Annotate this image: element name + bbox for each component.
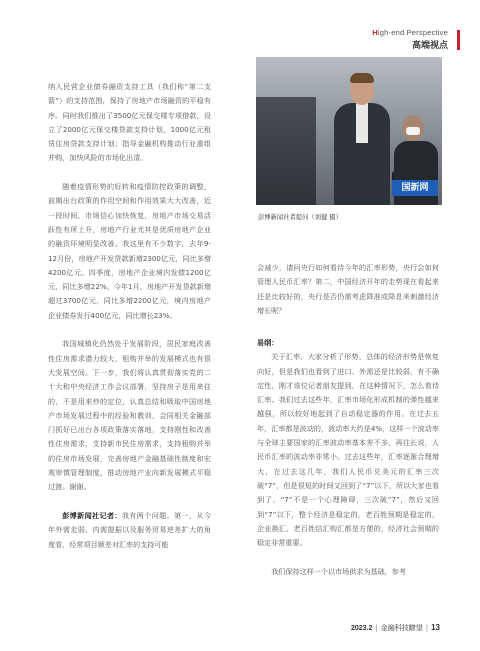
press-photo [256, 57, 442, 205]
paragraph: 随着疫情形势的好转和疫情防控政策的调整，前期出台政策的作用空间和作用效果大大改善，近一段时间，市场信心加快恢复，房地产市场交易活跃性有所上升，房地产行业尤其是优质房地产企业的融资环境明显改善。我这里有不少数字，去年9-12月份，房地产开发贷款新增2300亿元，同比多增4200亿元。四季度，房地产企业境内发债1200亿元，同比多增22%。今年1月，房地产开发贷款新增超过3700亿元，同比多增2200亿元，境内房地产企业债券发行400亿元，同比增长23%。 [48, 182, 211, 320]
magazine-name: 金融科技瞭望 [380, 624, 423, 632]
paragraph: 会减少，请问央行如何看待今年的汇率形势，央行会如何管理人民币汇率？第二，中国经济开年的走势现在看起来还是比较好的，央行是否仍需考虑降准或降息来刺激经济增长呢？ [257, 263, 439, 315]
paragraph: 我们保持这样一个以市场供求为基础，参考 [271, 566, 406, 576]
paragraph: 我国城镇化仍然处于发展阶段，居民家庭改善性住房需求潜力较大，租购并举的发展模式也有很大发展空间。下一步，我们将认真贯彻落实党的二十大和中央经济工作会议部署，坚持房子是用来住的，不是用来炒的定位，认真总结和吸取中国房地产市场发展过程中的经验和教训，会同相关金融部门抓好已出台各项政策落实落地，支持刚性和改善性住房需求，支持新市民住房需求，支持租购并举的住房市场发展，完善房地产金融基础性制度和宏观审慎管理制度，推动房地产业向新发展模式平稳过渡。谢谢。 [48, 339, 211, 492]
section-header [372, 28, 448, 51]
paragraph: 彭博新闻社记者：我有两个问题。第一，从今年外需走弱、内需提振以及服务贸易逆差扩大的角度看，经常项目顺差对汇率的支持可能 [48, 510, 211, 549]
left-column [48, 80, 211, 552]
issue-number: 2023.2 [350, 625, 373, 632]
reporter-figure [334, 75, 390, 205]
page-footer: 2023.2 | 金融科技瞭望 | 13 [350, 623, 440, 632]
paragraph: 关于汇率，大家分析了形势，总体的经济形势是恢复向好，但是我们也看到了进口、外需还是比较弱，有不确定性，刚才该位记者朋友提到，在这种情况下，怎么看待汇率。我们过去这些年，汇率市场化形成机制的弹性越来越强，所以较好地起到了自动稳定器的作用。在过去五年，汇率都是波动的，波动率大约是4%，这样一个波动率与全球主要国家的汇率波动率基本差不多，再往长说，人民币汇率的波动率非常小。过去这些年，汇率逐渐合理增大，在过去这几年，我们人民币兑美元的汇率三次破“7”，但是很短的时间又回到了“7”以下，所以大家也看到了，“7”不是一个心理障碍，三次破“7”，然后又回到“7”以下，整个经济是稳定的，老百姓预期是稳定的，企业换汇、老百姓结汇购汇都是方便的，经济社会预期的稳定非常重要。 [257, 352, 439, 548]
right-column-top [257, 261, 439, 318]
right-column-body [257, 336, 439, 579]
header-chinese: 高端视点 [411, 41, 448, 51]
speaker-name: 彭博新闻社记者： [62, 510, 122, 520]
photo-watermark: 国新网 [392, 180, 438, 196]
speaker-name: 易纲： [257, 338, 279, 347]
paragraph: 纳入民营企业债券融资支持工具（我们称“第二支箭”）的支持范围，保持了房地产市场融资的平稳有序。同时我们推出了3500亿元保交楼专项借款，设立了2000亿元保交楼贷款支持计划，1000亿元租赁住房贷款支持计划；指导金融机构推动行业重组并购，加快风险的市场化出清。 [48, 82, 211, 163]
page-number: 13 [431, 623, 440, 632]
header-accent-bar [457, 30, 460, 50]
header-english: High-end Perspective [372, 28, 448, 37]
photo-caption: 彭博新闻社者提问（刘健 摄） [258, 214, 342, 221]
